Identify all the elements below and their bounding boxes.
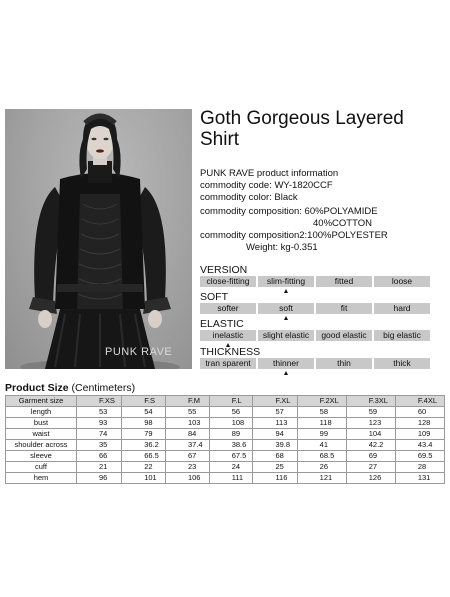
table-cell: 109 xyxy=(395,429,444,440)
version-option: fitted xyxy=(316,276,372,287)
table-cell: 67 xyxy=(165,451,209,462)
size-heading-unit: (Centimeters) xyxy=(68,382,136,394)
soft-option: fit xyxy=(316,303,372,314)
table-cell: 27 xyxy=(346,462,395,473)
table-cell: 58 xyxy=(297,407,346,418)
table-cell: 106 xyxy=(165,473,209,484)
soft-option: hard xyxy=(374,303,430,314)
table-cell: 23 xyxy=(165,462,209,473)
table-row xyxy=(6,418,445,429)
thickness-option: thin xyxy=(316,358,372,369)
composition-line-2: 40%COTTON xyxy=(313,218,372,229)
table-cell: 39.8 xyxy=(253,440,297,451)
column-header: F.M xyxy=(165,396,209,407)
table-cell: 67.5 xyxy=(209,451,253,462)
model-figure-illustration xyxy=(5,109,192,369)
composition-line-1: commodity composition: 60%POLYAMIDE xyxy=(200,206,378,217)
table-cell: 98 xyxy=(122,418,166,429)
table-cell: 43.4 xyxy=(395,440,444,451)
column-header: F.XS xyxy=(77,396,122,407)
table-cell: 55 xyxy=(165,407,209,418)
table-cell: 57 xyxy=(253,407,297,418)
table-cell: length xyxy=(6,407,77,418)
table-cell: 38.6 xyxy=(209,440,253,451)
table-cell: 131 xyxy=(395,473,444,484)
attr-label-elastic: ELASTIC xyxy=(200,318,244,330)
soft-option: softer xyxy=(200,303,256,314)
weight: Weight: kg-0.351 xyxy=(246,242,318,253)
elastic-option: inelastic xyxy=(200,330,256,341)
product-photo xyxy=(5,109,192,369)
column-header: F.L xyxy=(209,396,253,407)
table-cell: 123 xyxy=(346,418,395,429)
product-info xyxy=(200,168,388,254)
table-cell: 89 xyxy=(209,429,253,440)
brand-line: PUNK RAVE product information xyxy=(200,168,339,179)
table-cell: 128 xyxy=(395,418,444,429)
table-row xyxy=(6,462,445,473)
table-row xyxy=(6,473,445,484)
brand-watermark: PUNK RAVE xyxy=(105,346,173,358)
table-cell: 116 xyxy=(253,473,297,484)
table-cell: shoulder across xyxy=(6,440,77,451)
table-cell: sleeve xyxy=(6,451,77,462)
commodity-code: commodity code: WY-1820CCF xyxy=(200,180,333,191)
elastic-option: slight elastic xyxy=(258,330,314,341)
table-cell: 22 xyxy=(122,462,166,473)
table-cell: 42.2 xyxy=(346,440,395,451)
table-cell: waist xyxy=(6,429,77,440)
table-cell: 68.5 xyxy=(297,451,346,462)
size-table xyxy=(5,395,445,484)
table-cell: 101 xyxy=(122,473,166,484)
attr-label-version: VERSION xyxy=(200,264,248,276)
size-table-heading xyxy=(5,382,135,394)
thickness-option: thick xyxy=(374,358,430,369)
product-title: Goth Gorgeous Layered Shirt xyxy=(200,108,404,150)
table-cell: 68 xyxy=(253,451,297,462)
column-header: F.3XL xyxy=(346,396,395,407)
table-cell: 96 xyxy=(77,473,122,484)
version-option: loose xyxy=(374,276,430,287)
soft-selected-marker xyxy=(284,316,288,320)
table-cell: 41 xyxy=(297,440,346,451)
attr-scale-elastic xyxy=(200,330,430,341)
soft-option: soft xyxy=(258,303,314,314)
table-cell: 126 xyxy=(346,473,395,484)
table-cell: 66.5 xyxy=(122,451,166,462)
attr-label-thickness: THICKNESS xyxy=(200,346,261,358)
size-table-header-row xyxy=(6,396,445,407)
table-cell: 26 xyxy=(297,462,346,473)
table-cell: 79 xyxy=(122,429,166,440)
table-row xyxy=(6,440,445,451)
column-header: Garment size xyxy=(6,396,77,407)
table-cell: bust xyxy=(6,418,77,429)
table-row xyxy=(6,429,445,440)
table-cell: 35 xyxy=(77,440,122,451)
table-cell: cuff xyxy=(6,462,77,473)
version-option: slim-fitting xyxy=(258,276,314,287)
table-cell: hem xyxy=(6,473,77,484)
table-cell: 60 xyxy=(395,407,444,418)
table-cell: 113 xyxy=(253,418,297,429)
table-cell: 24 xyxy=(209,462,253,473)
table-cell: 66 xyxy=(77,451,122,462)
thickness-selected-marker xyxy=(284,371,288,375)
size-heading-bold: Product Size xyxy=(5,382,69,394)
table-cell: 69.5 xyxy=(395,451,444,462)
table-cell: 94 xyxy=(253,429,297,440)
table-cell: 121 xyxy=(297,473,346,484)
thickness-option: thinner xyxy=(258,358,314,369)
table-cell: 21 xyxy=(77,462,122,473)
table-cell: 103 xyxy=(165,418,209,429)
column-header: F.4XL xyxy=(395,396,444,407)
attr-label-soft: SOFT xyxy=(200,291,228,303)
table-cell: 69 xyxy=(346,451,395,462)
table-cell: 28 xyxy=(395,462,444,473)
commodity-color: commodity color: Black xyxy=(200,192,298,203)
table-row xyxy=(6,451,445,462)
table-cell: 118 xyxy=(297,418,346,429)
table-cell: 36.2 xyxy=(122,440,166,451)
table-cell: 99 xyxy=(297,429,346,440)
table-cell: 37.4 xyxy=(165,440,209,451)
thickness-option: tran sparent xyxy=(200,358,256,369)
table-cell: 54 xyxy=(122,407,166,418)
table-cell: 104 xyxy=(346,429,395,440)
elastic-option: big elastic xyxy=(374,330,430,341)
table-cell: 56 xyxy=(209,407,253,418)
table-cell: 93 xyxy=(77,418,122,429)
composition2: commodity composition2:100%POLYESTER xyxy=(200,230,388,241)
table-cell: 59 xyxy=(346,407,395,418)
elastic-option: good elastic xyxy=(316,330,372,341)
version-option: close-fitting xyxy=(200,276,256,287)
column-header: F.XL xyxy=(253,396,297,407)
table-cell: 74 xyxy=(77,429,122,440)
attr-scale-version xyxy=(200,276,430,287)
attr-scale-thickness xyxy=(200,358,430,369)
table-cell: 84 xyxy=(165,429,209,440)
column-header: F.2XL xyxy=(297,396,346,407)
table-row xyxy=(6,407,445,418)
column-header: F.S xyxy=(122,396,166,407)
table-cell: 25 xyxy=(253,462,297,473)
table-cell: 108 xyxy=(209,418,253,429)
version-selected-marker xyxy=(284,289,288,293)
attr-scale-soft xyxy=(200,303,430,314)
table-cell: 53 xyxy=(77,407,122,418)
table-cell: 111 xyxy=(209,473,253,484)
